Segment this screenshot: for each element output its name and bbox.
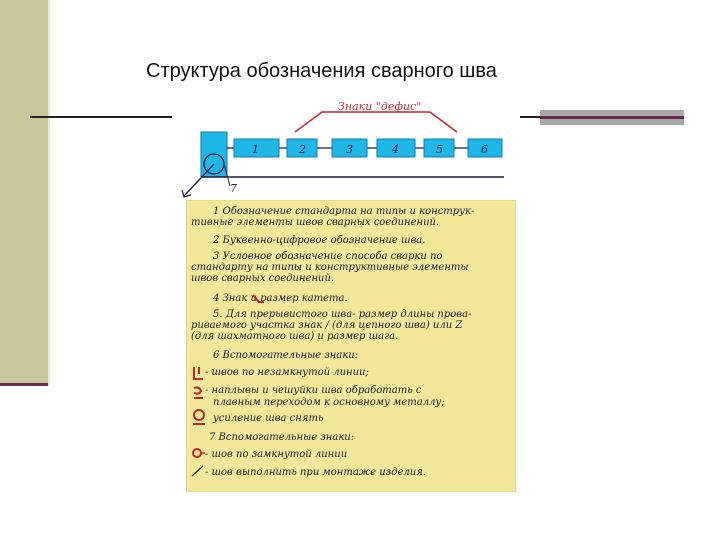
hyphen-signs-bracket — [295, 112, 457, 132]
designation-box-6 — [468, 139, 502, 157]
designation-box-1 — [234, 139, 279, 157]
note-line: - швов по незамкнутой линии; — [205, 367, 369, 378]
box-label-1: 1 — [252, 143, 259, 156]
weld-designation-figure — [172, 98, 520, 500]
note-line: швов сварных соединений. — [191, 273, 335, 284]
note-line: (для шахматного шва) и размер шага. — [191, 331, 399, 342]
weld-designation-diagram — [172, 98, 520, 202]
note-line: усиление шва снять — [213, 413, 324, 424]
legend-notes-panel — [186, 200, 516, 492]
site-assembly-flag-icon — [191, 465, 205, 477]
box-label-3: 3 — [346, 143, 353, 156]
note-line: 3 Условное обозначение способа сварки по — [213, 251, 443, 262]
decorative-grey-bar-bottom — [540, 119, 684, 125]
note-line: 4 Знак и размер катета. — [213, 293, 348, 304]
designation-box-3 — [332, 139, 367, 157]
closed-line-sign-icon — [191, 447, 205, 459]
open-line-sign-icon — [191, 365, 205, 381]
decorative-left-underline — [0, 383, 48, 386]
box-label-6: 6 — [481, 143, 488, 156]
note-line: стандарту на типы и конструктивные элементы — [191, 262, 469, 273]
decorative-left-bar — [0, 0, 48, 383]
note-line: - наплывы и чешуйки шва обработать с — [205, 385, 422, 396]
note-line: риваемого участка знак / (для цепного шва) или Z — [191, 320, 463, 331]
designation-box-5 — [424, 139, 454, 157]
box-label-2: 2 — [299, 143, 306, 156]
note-line: - шов выполнить при монтаже изделия. — [205, 467, 427, 478]
decorative-vertical-line — [48, 0, 50, 386]
note-line: - шов по замкнутой линии — [205, 449, 348, 460]
reinforcement-removal-sign-icon — [191, 408, 207, 426]
fillet-weld-sign-icon — [251, 292, 265, 304]
box-label-5: 5 — [436, 143, 443, 156]
smooth-transition-sign-icon — [191, 385, 205, 401]
note-line: тивные элементы швов сварных соединений. — [191, 217, 440, 228]
hyphen-signs-label: Знаки "дефис" — [338, 100, 422, 113]
designation-box-4 — [377, 139, 415, 157]
box-label-4: 4 — [392, 143, 399, 156]
title-rule-right — [520, 116, 540, 118]
slide-title: Структура обозначения сварного шва — [146, 60, 497, 82]
title-rule-left — [30, 116, 180, 118]
note-line: 2 Буквенно-цифровое обозначение шва. — [213, 235, 426, 246]
designation-box-2 — [287, 139, 317, 157]
note-line: плавным переходом к основному металлу; — [213, 397, 445, 408]
note-line: 1 Обозначение стандарта на типы и конструк- — [213, 206, 475, 217]
note-line: 5. Для прерывистого шва- размер длины прова- — [213, 309, 472, 320]
leader-number: 7 — [230, 182, 237, 195]
note-line: 7 Вспомогательные знаки: — [209, 432, 355, 443]
leader-line — [184, 164, 214, 196]
note-line: 6 Вспомогательные знаки: — [213, 350, 359, 361]
